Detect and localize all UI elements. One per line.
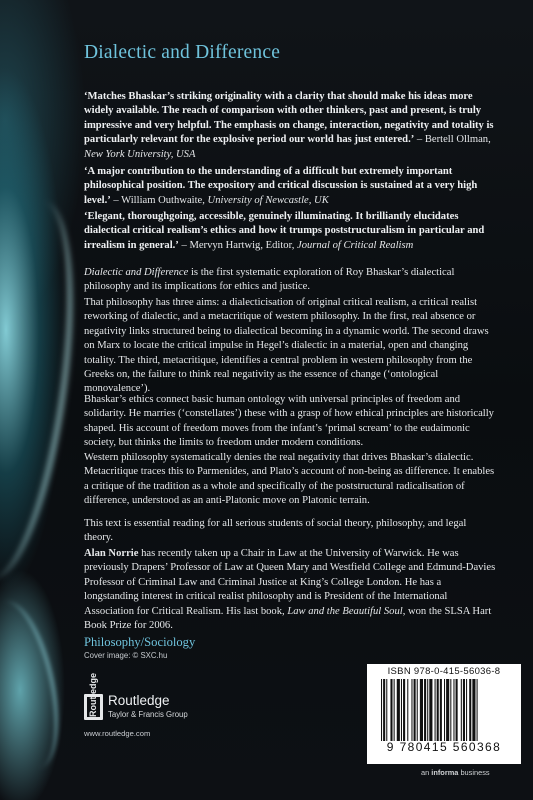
isbn-barcode [367, 664, 521, 764]
author-bio-text-end: , won the SLSA Hart Book Prize for 2006. [84, 605, 492, 632]
author-bio-text: has recently taken up a Chair in Law at the University of Warwick. He was previously Drapers’ Professor of Law at Queen Mary and Westfield College and Edmund-Davies Professor of Criminal Law and Criminal Justice at King’s College London. He has a longstanding interest in critical realist philosophy and is President of the International Association for Critical Realism. His last book, [84, 548, 496, 617]
isbn-digits: 9 780415 560368 [386, 740, 502, 754]
review-quote-1 [84, 90, 496, 162]
light-swirl-decoration [0, 195, 92, 585]
quote-source: Journal of Critical Realism [297, 239, 414, 251]
description-paragraph-4: Western philosophy systematically denies the real negativity that drives Bhaskar’s dialectic. Metacritique traces this to Parmenides, and Plato’s account of non-being as difference. It enables a critique of the tradition as a whole and specifically of the poststructural radicalisation of difference, understood as an anti-Platonic move on Platonic terrain. [84, 452, 495, 507]
quote-text: ‘Elegant, thoroughgoing, accessible, genuinely illuminating. It brilliantly elucidates dialectical critical realism’s ethics and how it trumps poststructuralism in particular and irrealism in general.’ [84, 211, 485, 251]
logo-mark-text: Routledge [88, 673, 98, 717]
informa-prefix: an [421, 768, 432, 777]
light-swirl-decoration-lower [0, 595, 71, 775]
cover-image-credit: Cover image: © SXC.hu [84, 651, 168, 660]
description-paragraph-2: That philosophy has three aims: a dialecticisation of original critical realism, a critical realist reworking of dialectic, and a metacritique of western philosophy. In the first, real absence or negativity links structured being to dialectical becoming in a dynamic world. The second draws on Marx to locate the critical impulse in Hegel’s dialectic in a material, open and changing totality. The third, metacritique, identifies a central problem in western philosophy from the Greeks on, the failure to think real negativity as the essence of change (‘ontological monovalence’). [84, 297, 489, 395]
description-book-title: Dialectic and Difference [84, 267, 189, 278]
quote-text: ‘A major contribution to the understanding of a difficult but extremely important philosophical position. The expository and critical discussion is sustained at a very high level.’ [84, 166, 478, 206]
quote-attribution: – William Outhwaite, [110, 194, 208, 206]
author-previous-book: Law and the Beautiful Soul [287, 605, 403, 617]
isbn-label: ISBN 978-0-415-56036-8 [387, 666, 501, 677]
book-title: Dialectic and Difference [84, 42, 281, 63]
description-paragraph-3: Bhaskar’s ethics connect basic human ontology with universal principles of freedom and solidarity. He marries (‘constellates’) these with a grasp of how ethical principles are historically shaped. His account of freedom moves from the infant’s ‘primal scream’ to the eudaimonic society, but thinks the limits to freedom under modern conditions. [84, 394, 494, 449]
publisher-website: www.routledge.com [84, 729, 151, 738]
publisher-name: Routledge [108, 693, 170, 708]
quote-attribution: – Bertell Ollman, [414, 134, 491, 146]
author-name: Alan Norrie [84, 548, 139, 559]
quote-source: University of Newcastle, UK [207, 194, 329, 206]
review-quote-3 [84, 210, 496, 253]
barcode-bars-icon [381, 679, 509, 741]
publisher-group: Taylor & Francis Group [108, 710, 188, 719]
quote-attribution: – Mervyn Hartwig, Editor, [178, 239, 297, 251]
description-paragraph-5: This text is essential reading for all serious students of social theory, philosophy, and legal theory. [84, 518, 467, 544]
description-text: is the first systematic exploration of Roy Bhaskar’s dialectical philosophy and its implications for ethics and justice. [84, 267, 455, 293]
informa-business-tag [421, 768, 490, 777]
subject-category: Philosophy/Sociology [84, 635, 196, 649]
description-paragraph-1 [84, 266, 496, 295]
quote-text: ‘Matches Bhaskar’s striking originality with a clarity that should make his ideas more widely available. The reach of comparison with other thinkers, past and present, is truly impressive and very helpful. The emphasis on change, interaction, negativity and totality is particularly relevant for the explosive period our world has just entered.’ [84, 91, 494, 146]
informa-suffix: business [458, 768, 490, 777]
routledge-logo-icon [84, 673, 103, 720]
informa-brand: informa [431, 768, 459, 777]
author-bio [84, 547, 496, 633]
quote-source: New York University, USA [84, 148, 196, 160]
review-quote-2 [84, 165, 496, 208]
